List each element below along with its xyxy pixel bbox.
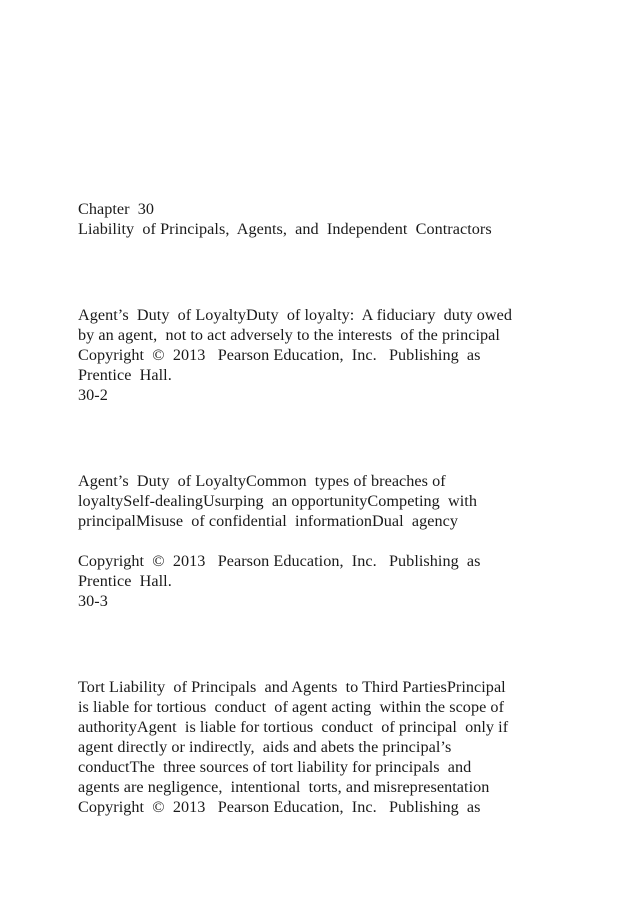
text-line: loyaltySelf-dealingUsurping an opportunityCompeting with bbox=[78, 492, 477, 510]
text-line: principalMisuse of confidential informationDual agency bbox=[78, 512, 458, 530]
text-line: by an agent, not to act adversely to the interests of the principal bbox=[78, 326, 500, 344]
publisher-line: Prentice Hall. bbox=[78, 572, 172, 590]
copyright-line: Copyright © 2013 Pearson Education, Inc. Publishing as bbox=[78, 798, 481, 816]
text-line: Tort Liability of Principals and Agents to Third PartiesPrincipal bbox=[78, 678, 506, 696]
chapter-number: Chapter 30 bbox=[78, 200, 155, 218]
copyright-line: Copyright © 2013 Pearson Education, Inc. Publishing as bbox=[78, 552, 481, 570]
chapter-title: Liability of Principals, Agents, and Independent Contractors bbox=[78, 220, 492, 238]
text-line: is liable for tortious conduct of agent acting within the scope of bbox=[78, 698, 505, 716]
text-line: Agent’s Duty of LoyaltyCommon types of breaches of bbox=[78, 472, 446, 490]
text-line: authorityAgent is liable for tortious conduct of principal only if bbox=[78, 718, 509, 736]
publisher-line: Prentice Hall. bbox=[78, 366, 172, 384]
text-line: Agent’s Duty of LoyaltyDuty of loyalty: A fiduciary duty owed bbox=[78, 306, 513, 324]
slide-number: 30-2 bbox=[78, 386, 108, 404]
text-line: agent directly or indirectly, aids and abets the principal’s bbox=[78, 738, 452, 756]
copyright-line: Copyright © 2013 Pearson Education, Inc. Publishing as bbox=[78, 346, 481, 364]
slide-number: 30-3 bbox=[78, 592, 108, 610]
text-line: agents are negligence, intentional torts, and misrepresentation bbox=[78, 778, 490, 796]
text-line: conductThe three sources of tort liability for principals and bbox=[78, 758, 472, 776]
